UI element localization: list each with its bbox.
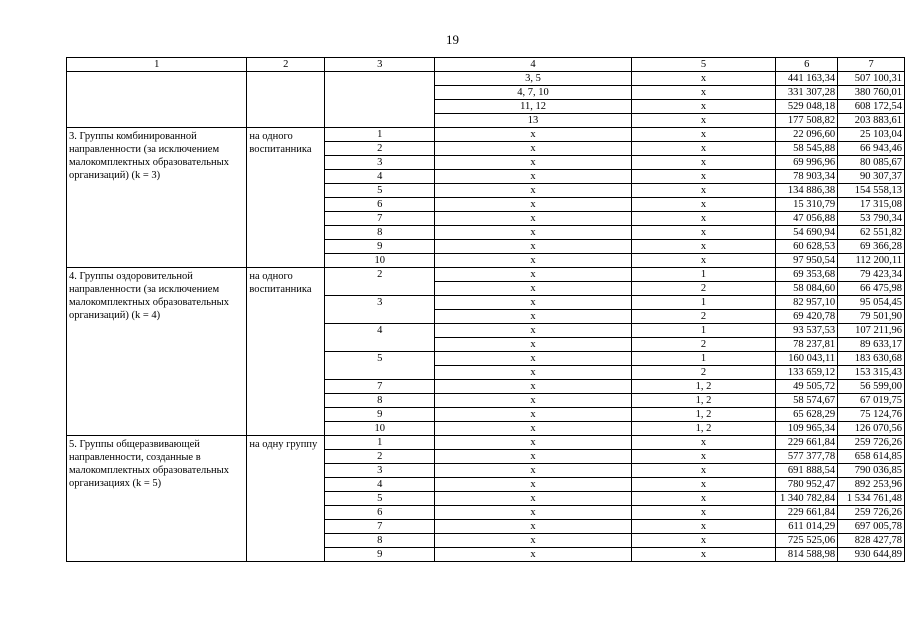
cell-col5: х <box>631 128 775 142</box>
cell-col3: 10 <box>325 254 435 268</box>
cell-col7: 66 943,46 <box>838 142 905 156</box>
cell-col5: х <box>631 72 775 86</box>
cell-col3: 5 <box>325 352 435 380</box>
cell-col5: х <box>631 492 775 506</box>
cell-col4: х <box>435 268 631 282</box>
column-header-3: 3 <box>325 58 435 72</box>
cell-col6: 54 690,94 <box>776 226 838 240</box>
cell-col4: х <box>435 226 631 240</box>
cell-col6: 780 952,47 <box>776 478 838 492</box>
cell-col5: х <box>631 86 775 100</box>
cell-col4: х <box>435 408 631 422</box>
cell-col6: 441 163,34 <box>776 72 838 86</box>
cell-col6: 15 310,79 <box>776 198 838 212</box>
cell-col5: х <box>631 170 775 184</box>
cell-col6: 160 043,11 <box>776 352 838 366</box>
cell-col7: 69 366,28 <box>838 240 905 254</box>
section-unit: на одного воспитанника <box>247 268 325 436</box>
cell-col7: 79 423,34 <box>838 268 905 282</box>
table-row <box>67 436 905 450</box>
cell-col5: х <box>631 450 775 464</box>
cell-col3: 5 <box>325 492 435 506</box>
header-row <box>67 58 905 72</box>
cell-col5: 1, 2 <box>631 408 775 422</box>
cell-col6: 69 353,68 <box>776 268 838 282</box>
cell-col4: х <box>435 128 631 142</box>
empty-cell-col1 <box>67 72 247 128</box>
cell-col6: 60 628,53 <box>776 240 838 254</box>
cell-col7: 930 644,89 <box>838 548 905 562</box>
cell-col6: 65 628,29 <box>776 408 838 422</box>
cell-col7: 259 726,26 <box>838 506 905 520</box>
cell-col4: х <box>435 464 631 478</box>
cell-col4: х <box>435 296 631 310</box>
cell-col4: 13 <box>435 114 631 128</box>
cell-col3: 4 <box>325 478 435 492</box>
cell-col7: 79 501,90 <box>838 310 905 324</box>
table-row <box>67 72 905 86</box>
cell-col6: 22 096,60 <box>776 128 838 142</box>
cell-col3: 6 <box>325 198 435 212</box>
cell-col3: 8 <box>325 534 435 548</box>
cell-col3: 1 <box>325 436 435 450</box>
cell-col7: 112 200,11 <box>838 254 905 268</box>
cell-col7: 892 253,96 <box>838 478 905 492</box>
cell-col7: 507 100,31 <box>838 72 905 86</box>
section-unit: на одну группу <box>247 436 325 562</box>
cell-col6: 177 508,82 <box>776 114 838 128</box>
cell-col6: 229 661,84 <box>776 506 838 520</box>
cell-col7: 25 103,04 <box>838 128 905 142</box>
cell-col7: 183 630,68 <box>838 352 905 366</box>
cell-col5: 2 <box>631 366 775 380</box>
cell-col7: 126 070,56 <box>838 422 905 436</box>
cell-col4: х <box>435 450 631 464</box>
cell-col7: 66 475,98 <box>838 282 905 296</box>
tariff-table <box>66 57 905 562</box>
column-header-4: 4 <box>435 58 631 72</box>
cell-col3: 10 <box>325 422 435 436</box>
cell-col5: 2 <box>631 310 775 324</box>
section-title: 4. Группы оздоровительной направленности (за исключением малокомплектных образовательных организаций) (k = 4) <box>67 268 247 436</box>
cell-col4: х <box>435 212 631 226</box>
cell-col5: х <box>631 520 775 534</box>
cell-col6: 82 957,10 <box>776 296 838 310</box>
cell-col4: 11, 12 <box>435 100 631 114</box>
cell-col4: х <box>435 366 631 380</box>
cell-col5: 1 <box>631 296 775 310</box>
cell-col7: 380 760,01 <box>838 86 905 100</box>
cell-col5: 1, 2 <box>631 380 775 394</box>
cell-col3: 4 <box>325 170 435 184</box>
cell-col4: 3, 5 <box>435 72 631 86</box>
cell-col7: 153 315,43 <box>838 366 905 380</box>
cell-col6: 691 888,54 <box>776 464 838 478</box>
column-header-5: 5 <box>631 58 775 72</box>
cell-col7: 790 036,85 <box>838 464 905 478</box>
cell-col4: х <box>435 534 631 548</box>
cell-col5: х <box>631 100 775 114</box>
cell-col5: х <box>631 142 775 156</box>
cell-col5: 1 <box>631 324 775 338</box>
cell-col4: х <box>435 394 631 408</box>
cell-col6: 49 505,72 <box>776 380 838 394</box>
table-row <box>67 128 905 142</box>
cell-col4: х <box>435 520 631 534</box>
cell-col7: 53 790,34 <box>838 212 905 226</box>
cell-col7: 17 315,08 <box>838 198 905 212</box>
empty-cell-col3 <box>325 72 435 128</box>
cell-col6: 78 237,81 <box>776 338 838 352</box>
cell-col6: 1 340 782,84 <box>776 492 838 506</box>
cell-col4: х <box>435 506 631 520</box>
cell-col4: х <box>435 170 631 184</box>
cell-col4: х <box>435 324 631 338</box>
cell-col6: 134 886,38 <box>776 184 838 198</box>
cell-col3: 2 <box>325 142 435 156</box>
cell-col6: 109 965,34 <box>776 422 838 436</box>
cell-col7: 203 883,61 <box>838 114 905 128</box>
cell-col6: 133 659,12 <box>776 366 838 380</box>
cell-col6: 725 525,06 <box>776 534 838 548</box>
cell-col4: х <box>435 156 631 170</box>
cell-col7: 56 599,00 <box>838 380 905 394</box>
table-row <box>67 268 905 282</box>
cell-col5: х <box>631 226 775 240</box>
cell-col5: 1, 2 <box>631 394 775 408</box>
cell-col6: 814 588,98 <box>776 548 838 562</box>
cell-col7: 828 427,78 <box>838 534 905 548</box>
cell-col3: 2 <box>325 450 435 464</box>
cell-col7: 90 307,37 <box>838 170 905 184</box>
cell-col6: 58 084,60 <box>776 282 838 296</box>
cell-col5: х <box>631 114 775 128</box>
cell-col6: 69 420,78 <box>776 310 838 324</box>
column-header-2: 2 <box>247 58 325 72</box>
cell-col7: 697 005,78 <box>838 520 905 534</box>
cell-col3: 9 <box>325 240 435 254</box>
cell-col3: 2 <box>325 268 435 296</box>
cell-col5: х <box>631 478 775 492</box>
cell-col4: х <box>435 240 631 254</box>
cell-col4: х <box>435 338 631 352</box>
cell-col6: 58 574,67 <box>776 394 838 408</box>
cell-col4: х <box>435 548 631 562</box>
cell-col3: 7 <box>325 520 435 534</box>
cell-col6: 229 661,84 <box>776 436 838 450</box>
cell-col3: 4 <box>325 324 435 352</box>
cell-col3: 3 <box>325 296 435 324</box>
cell-col6: 47 056,88 <box>776 212 838 226</box>
cell-col6: 69 996,96 <box>776 156 838 170</box>
cell-col7: 107 211,96 <box>838 324 905 338</box>
cell-col3: 9 <box>325 548 435 562</box>
cell-col3: 6 <box>325 506 435 520</box>
cell-col4: х <box>435 282 631 296</box>
cell-col7: 658 614,85 <box>838 450 905 464</box>
cell-col7: 95 054,45 <box>838 296 905 310</box>
cell-col5: 1, 2 <box>631 422 775 436</box>
cell-col3: 5 <box>325 184 435 198</box>
cell-col7: 608 172,54 <box>838 100 905 114</box>
cell-col5: х <box>631 464 775 478</box>
section-title: 5. Группы общеразвивающей направленности, созданные в малокомплектных образовательных организациях (k = 5) <box>67 436 247 562</box>
cell-col5: х <box>631 436 775 450</box>
cell-col3: 7 <box>325 380 435 394</box>
cell-col4: х <box>435 478 631 492</box>
cell-col6: 331 307,28 <box>776 86 838 100</box>
cell-col5: 1 <box>631 352 775 366</box>
page-number: 19 <box>446 32 459 47</box>
cell-col4: х <box>435 380 631 394</box>
cell-col3: 9 <box>325 408 435 422</box>
cell-col3: 3 <box>325 156 435 170</box>
cell-col4: х <box>435 142 631 156</box>
cell-col5: х <box>631 212 775 226</box>
cell-col7: 89 633,17 <box>838 338 905 352</box>
cell-col7: 62 551,82 <box>838 226 905 240</box>
cell-col4: х <box>435 422 631 436</box>
cell-col7: 75 124,76 <box>838 408 905 422</box>
cell-col5: х <box>631 156 775 170</box>
cell-col4: х <box>435 436 631 450</box>
cell-col4: х <box>435 184 631 198</box>
column-header-1: 1 <box>67 58 247 72</box>
cell-col6: 577 377,78 <box>776 450 838 464</box>
cell-col5: 2 <box>631 282 775 296</box>
cell-col6: 97 950,54 <box>776 254 838 268</box>
cell-col6: 529 048,18 <box>776 100 838 114</box>
cell-col7: 80 085,67 <box>838 156 905 170</box>
cell-col4: х <box>435 310 631 324</box>
cell-col4: 4, 7, 10 <box>435 86 631 100</box>
cell-col6: 78 903,34 <box>776 170 838 184</box>
cell-col5: х <box>631 534 775 548</box>
cell-col5: 1 <box>631 268 775 282</box>
cell-col3: 7 <box>325 212 435 226</box>
section-unit: на одного воспитанника <box>247 128 325 268</box>
cell-col6: 58 545,88 <box>776 142 838 156</box>
column-header-7: 7 <box>838 58 905 72</box>
cell-col6: 93 537,53 <box>776 324 838 338</box>
cell-col3: 8 <box>325 226 435 240</box>
column-header-6: 6 <box>776 58 838 72</box>
section-title: 3. Группы комбинированной направленности (за исключением малокомплектных образовательных организаций) (k = 3) <box>67 128 247 268</box>
cell-col7: 1 534 761,48 <box>838 492 905 506</box>
cell-col4: х <box>435 198 631 212</box>
cell-col7: 259 726,26 <box>838 436 905 450</box>
cell-col5: х <box>631 254 775 268</box>
empty-cell-col2 <box>247 72 325 128</box>
cell-col5: х <box>631 506 775 520</box>
cell-col4: х <box>435 254 631 268</box>
cell-col7: 154 558,13 <box>838 184 905 198</box>
cell-col4: х <box>435 352 631 366</box>
cell-col4: х <box>435 492 631 506</box>
cell-col5: х <box>631 184 775 198</box>
cell-col3: 8 <box>325 394 435 408</box>
cell-col5: х <box>631 548 775 562</box>
cell-col7: 67 019,75 <box>838 394 905 408</box>
cell-col3: 3 <box>325 464 435 478</box>
cell-col5: х <box>631 240 775 254</box>
cell-col3: 1 <box>325 128 435 142</box>
cell-col6: 611 014,29 <box>776 520 838 534</box>
cell-col5: 2 <box>631 338 775 352</box>
cell-col5: х <box>631 198 775 212</box>
